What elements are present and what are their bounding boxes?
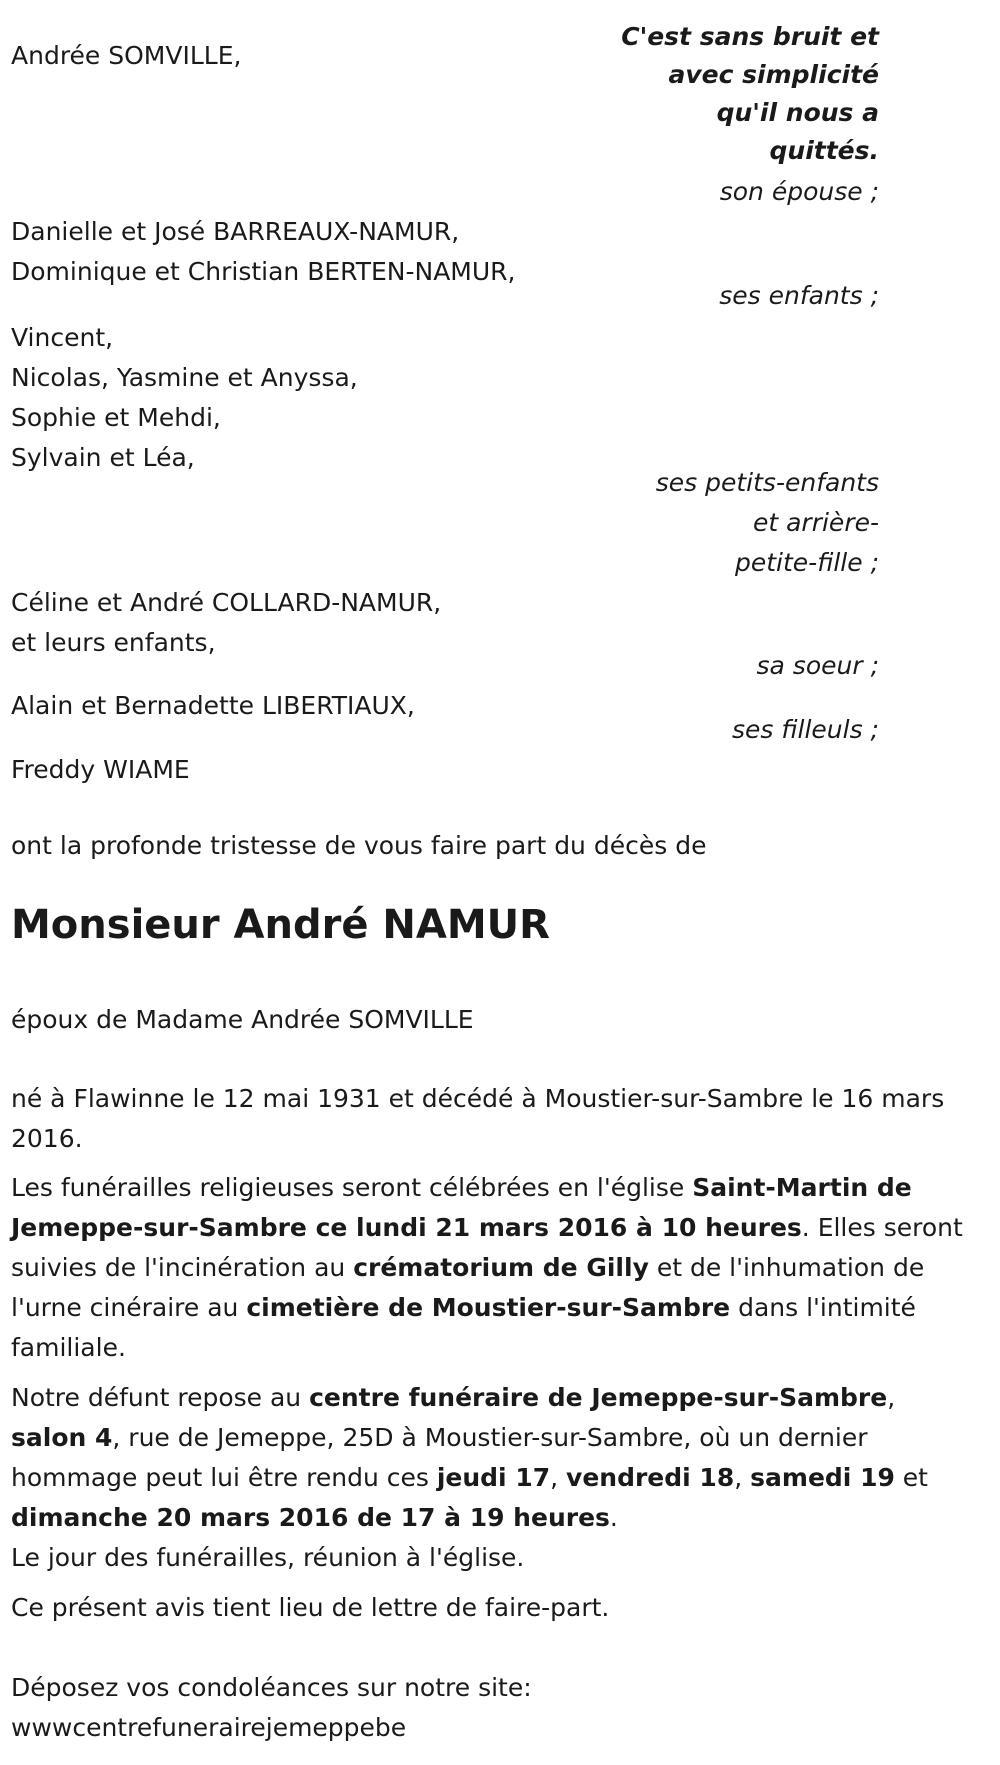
visitation-day-hours: dimanche 20 mars 2016 de 17 à 19 heures <box>11 1503 610 1532</box>
grandchildren-role: et arrière- <box>752 508 879 537</box>
visitation-day: jeudi 17 <box>436 1463 551 1492</box>
other-relative: Freddy WIAME <box>11 755 190 784</box>
funeral-paragraph <box>11 1168 966 1368</box>
quote-line: C'est sans bruit et <box>621 22 879 51</box>
grandchildren-role: ses petits-enfants <box>655 468 879 497</box>
spouse-of-text: époux de Madame Andrée SOMVILLE <box>11 1005 474 1034</box>
grandchild-entry: Vincent, <box>11 323 114 352</box>
spouse-role: son épouse ; <box>719 177 879 206</box>
funeral-text: . Elles seront suivies de l'incinération au <box>11 1213 963 1282</box>
grandchild-entry: Nicolas, Yasmine et Anyssa, <box>11 363 358 392</box>
announcement-text: ont la profonde tristesse de vous faire part du décès de <box>11 831 707 860</box>
spouse-name: Andrée SOMVILLE, <box>11 41 242 70</box>
grandchild-entry: Sylvain et Léa, <box>11 443 195 472</box>
sister-role: sa soeur ; <box>756 651 879 680</box>
funeral-text: Les funérailles religieuses seront célébrées en l'église <box>11 1173 693 1202</box>
visitation-text: , rue de Jemeppe, 25D à Moustier-sur-Sambre, où un dernier hommage peut lui être rendu ces <box>11 1423 868 1492</box>
quote-line: avec simplicité <box>668 60 879 89</box>
quote-line: quittés. <box>769 136 879 165</box>
child-entry: Dominique et Christian BERTEN-NAMUR, <box>11 257 516 286</box>
children-role: ses enfants ; <box>719 281 879 310</box>
condolences-website[interactable]: wwwcentrefunerairejemeppebe <box>11 1713 407 1742</box>
condolences-text: Déposez vos condoléances sur notre site: <box>11 1673 532 1702</box>
sister-entry: Céline et André COLLARD-NAMUR, <box>11 588 442 617</box>
godchildren-role: ses filleuls ; <box>732 715 879 744</box>
meeting-text: Le jour des funérailles, réunion à l'église. <box>11 1543 525 1572</box>
visitation-paragraph <box>11 1378 966 1538</box>
visitation-day: samedi 19 <box>750 1463 895 1492</box>
salon-number: salon 4 <box>11 1423 113 1452</box>
quote-line: qu'il nous a <box>716 98 879 127</box>
funeral-home-name: centre funéraire de Jemeppe-sur-Sambre <box>309 1383 888 1412</box>
visitation-text: , <box>734 1463 751 1492</box>
visitation-day: vendredi 18 <box>566 1463 735 1492</box>
grandchild-entry: Sophie et Mehdi, <box>11 403 221 432</box>
child-entry: Danielle et José BARREAUX-NAMUR, <box>11 217 460 246</box>
grandchildren-role: petite-fille ; <box>735 548 879 577</box>
visitation-text: , <box>887 1383 896 1412</box>
epitaph-quote <box>579 18 879 170</box>
sister-entry: et leurs enfants, <box>11 628 216 657</box>
funeral-text: dans l'intimité familiale. <box>11 1293 916 1362</box>
visitation-text: . <box>609 1503 618 1532</box>
notice-text: Ce présent avis tient lieu de lettre de faire-part. <box>11 1593 610 1622</box>
visitation-text: Notre défunt repose au <box>11 1383 310 1412</box>
visitation-text: et <box>894 1463 928 1492</box>
visitation-text: , <box>550 1463 567 1492</box>
birth-death-text: né à Flawinne le 12 mai 1931 et décédé à Moustier-sur-Sambre le 16 mars 2016. <box>11 1084 945 1153</box>
crematorium-name: crématorium de Gilly <box>353 1253 649 1282</box>
church-and-date: Saint-Martin de Jemeppe-sur-Sambre ce lundi 21 mars 2016 à 10 heures <box>11 1173 912 1242</box>
godchild-entry: Alain et Bernadette LIBERTIAUX, <box>11 691 415 720</box>
cemetery-name: cimetière de Moustier-sur-Sambre <box>246 1293 731 1322</box>
funeral-text: et de l'inhumation de l'urne cinéraire au <box>11 1253 925 1322</box>
deceased-name: Monsieur André NAMUR <box>11 902 550 948</box>
